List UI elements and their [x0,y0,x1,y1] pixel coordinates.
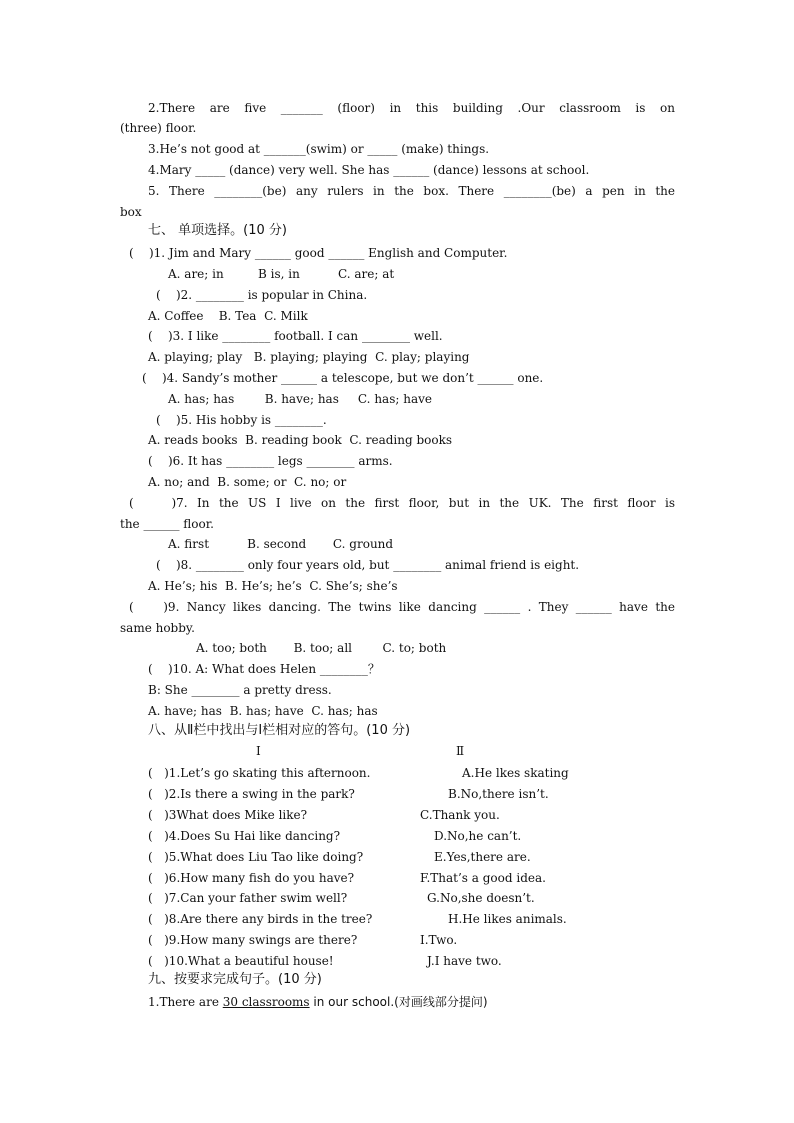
mc-q7-line2: the ______ floor. [120,517,214,531]
match-answer-8: H.He likes animals. [448,912,567,926]
mc-q10-options: A. have; has B. has; have C. has; has [148,704,378,718]
match-answer-9: I.Two. [420,933,458,947]
column-2-header: Ⅱ [456,744,465,758]
mc-q7-line1: ( )7. In the US I live on the first floor, but in the UK. The first floor is [129,496,675,510]
mc-q5: ( )5. His hobby is ________. [156,413,327,427]
fill-q4: 4.Mary _____ (dance) very well. She has ______ (dance) lessons at school. [148,163,590,177]
transform-q1-underlined: 30 classrooms [222,995,310,1009]
match-answer-10: J.I have two. [427,954,502,968]
mc-q9-options: A. too; both B. too; all C. to; both [196,641,447,655]
mc-q1: ( )1. Jim and Mary ______ good ______ English and Computer. [129,246,508,260]
mc-q1-options: A. are; in B is, in C. are; at [168,267,395,281]
fill-q2-line2: (three) floor. [120,121,197,135]
match-answer-7: G.No,she doesn’t. [427,891,535,905]
mc-q3: ( )3. I like ________ football. I can ________ well. [148,329,443,343]
match-question-4: ( )4.Does Su Hai like dancing? [148,829,341,843]
mc-q8: ( )8. ________ only four years old, but ________ animal friend is eight. [156,558,580,572]
mc-q4-options: A. has; has B. have; has C. has; have [168,392,432,406]
match-question-5: ( )5.What does Liu Tao like doing? [148,850,364,864]
match-question-9: ( )9.How many swings are there? [148,933,358,947]
match-answer-6: F.That’s a good idea. [420,871,546,885]
transform-q1 [148,994,488,1010]
match-question-3: ( )3What does Mike like? [148,808,308,822]
fill-q2-line1: 2.There are five _______ (floor) in this building .Our classroom is on [148,101,675,115]
section-7-heading: 七、 单项选择。(10 分) [148,223,287,238]
mc-q2-options: A. Coffee B. Tea C. Milk [148,309,308,323]
mc-q4: ( )4. Sandy’s mother ______ a telescope, but we don’t ______ one. [142,371,544,385]
fill-q3: 3.He’s not good at _______(swim) or _____ (make) things. [148,142,490,156]
mc-q6-options: A. no; and B. some; or C. no; or [148,475,347,489]
transform-q1-prefix: 1.There are [148,995,223,1009]
column-1-header: Ⅰ [256,744,261,758]
mc-q2: ( )2. ________ is popular in China. [156,288,368,302]
match-question-8: ( )8.Are there any birds in the tree? [148,912,373,926]
section-9-heading: 九、按要求完成句子。(10 分) [148,972,322,987]
match-answer-5: E.Yes,there are. [434,850,531,864]
mc-q7-options: A. first B. second C. ground [168,537,394,551]
fill-q5-line1: 5. There ________(be) any rulers in the box. There ________(be) a pen in the [148,184,675,198]
fill-q5-line2: box [120,205,142,219]
mc-q9-line2: same hobby. [120,621,195,635]
match-question-6: ( )6.How many fish do you have? [148,871,355,885]
mc-q10-line1: ( )10. A: What does Helen ________？ [148,662,380,676]
mc-q10-line2: B: She ________ a pretty dress. [148,683,332,697]
match-question-7: ( )7.Can your father swim well? [148,891,348,905]
match-answer-1: A.He lkes skating [462,766,569,780]
match-question-1: ( )1.Let’s go skating this afternoon. [148,766,371,780]
mc-q6: ( )6. It has ________ legs ________ arms. [148,454,393,468]
section-8-heading: 八、从Ⅱ栏中找出与Ⅰ栏相对应的答句。(10 分) [148,723,411,738]
mc-q8-options: A. He’s; his B. He’s; he’s C. She’s; she’s [148,579,398,593]
match-question-10: ( )10.What a beautiful house! [148,954,334,968]
match-answer-4: D.No,he can’t. [434,829,522,843]
match-answer-2: B.No,there isn’t. [448,787,549,801]
match-question-2: ( )2.Is there a swing in the park? [148,787,355,801]
transform-q1-suffix: in our school.(对画线部分提问) [309,995,488,1009]
mc-q9-line1: ( )9. Nancy likes dancing. The twins like dancing ______ . They ______ have the [129,600,675,614]
match-answer-3: C.Thank you. [420,808,500,822]
mc-q5-options: A. reads books B. reading book C. reading books [148,433,453,447]
mc-q3-options: A. playing; play B. playing; playing C. play; playing [148,350,470,364]
